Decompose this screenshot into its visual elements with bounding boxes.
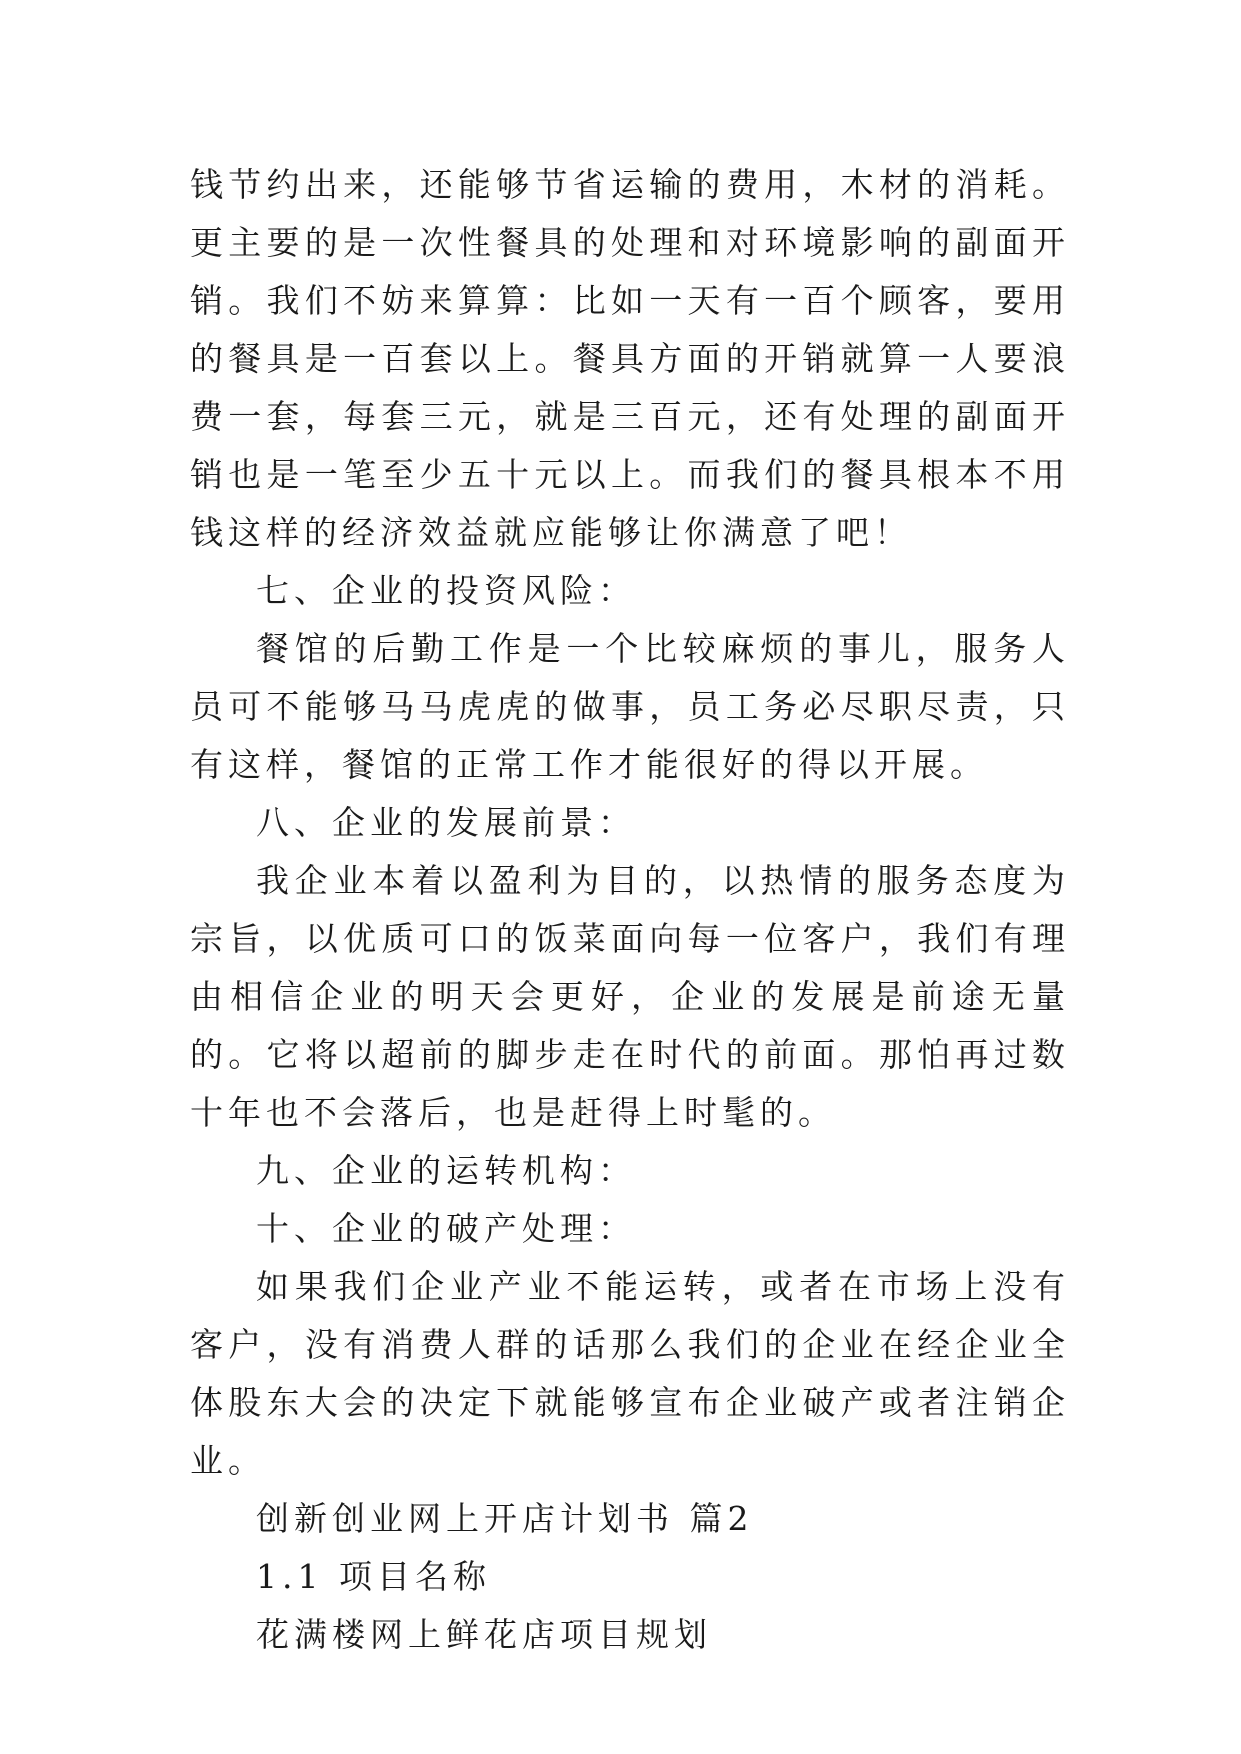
section-title-plan-2: 创新创业网上开店计划书 篇2 xyxy=(256,1499,754,1538)
heading-development-prospects: 八、企业的发展前景： xyxy=(256,803,636,842)
paragraph-project-name: 花满楼网上鲜花店项目规划 xyxy=(256,1615,712,1654)
paragraph-development-prospects: 我企业本着以盈利为目的，以热情的服务态度为宗旨，以优质可口的饭菜面向每一位客户，我们有理由相信企业的明天会更好，企业的发展是前途无量的。它将以超前的脚步走在时代的前面。那怕再过数十年也不会落后，也是赶得上时髦的。 xyxy=(190,861,1070,1132)
heading-bankruptcy: 十、企业的破产处理： xyxy=(256,1209,636,1248)
heading-operating-structure: 九、企业的运转机构： xyxy=(256,1151,636,1190)
paragraph-bankruptcy: 如果我们企业产业不能运转，或者在市场上没有客户，没有消费人群的话那么我们的企业在经企业全体股东大会的决定下就能够宣布企业破产或者注销企业。 xyxy=(190,1267,1070,1480)
heading-investment-risk: 七、企业的投资风险： xyxy=(256,571,636,610)
document-body xyxy=(190,156,1070,1664)
heading-project-name: 1.1 项目名称 xyxy=(256,1557,491,1596)
paragraph-cost-savings: 钱节约出来，还能够节省运输的费用，木材的消耗。更主要的是一次性餐具的处理和对环境影响的副面开销。我们不妨来算算：比如一天有一百个顾客，要用的餐具是一百套以上。餐具方面的开销就算一人要浪费一套，每套三元，就是三百元，还有处理的副面开销也是一笔至少五十元以上。而我们的餐具根本不用钱这样的经济效益就应能够让你满意了吧！ xyxy=(190,165,1070,552)
paragraph-investment-risk: 餐馆的后勤工作是一个比较麻烦的事儿，服务人员可不能够马马虎虎的做事，员工务必尽职尽责，只有这样，餐馆的正常工作才能很好的得以开展。 xyxy=(190,629,1070,784)
